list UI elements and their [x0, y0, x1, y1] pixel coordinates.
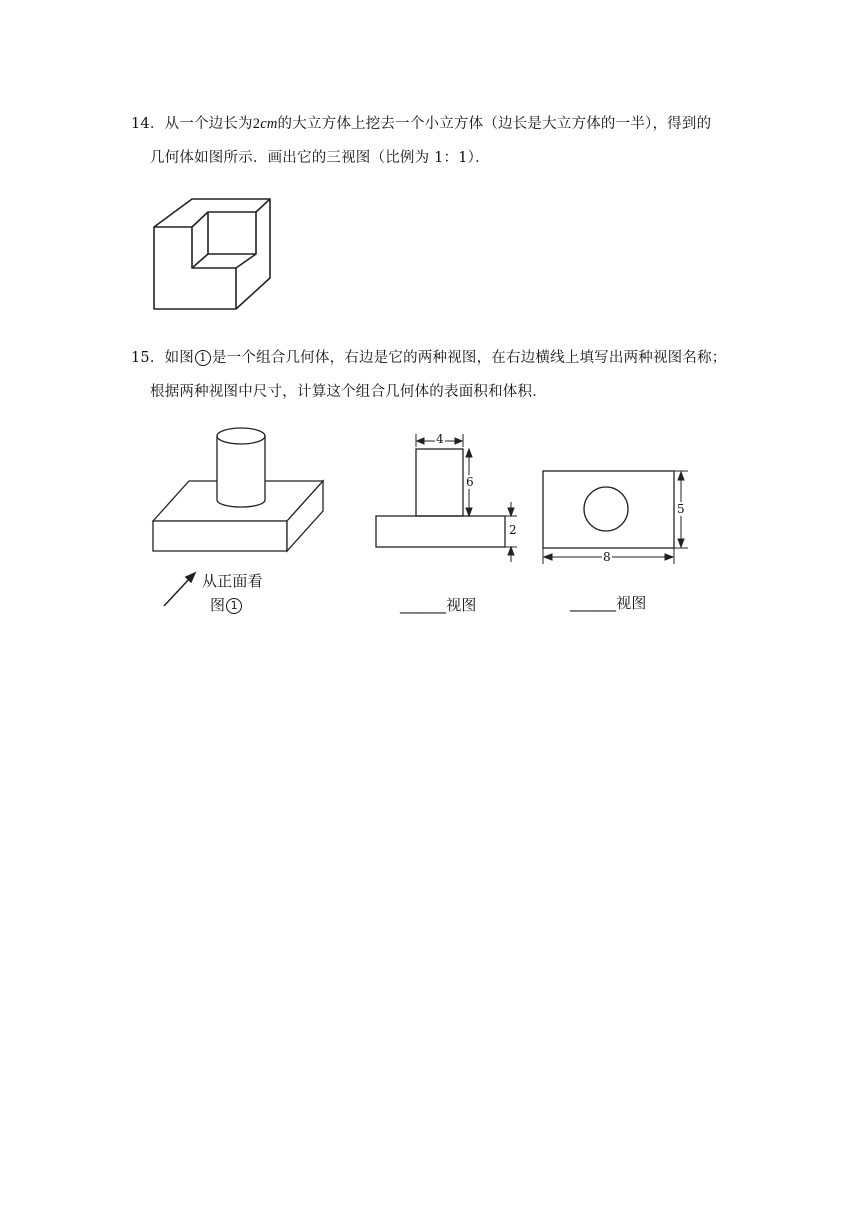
slab-front-face: [153, 521, 287, 551]
q15-number: 15．: [131, 350, 165, 366]
top-view-suffix: 视图: [616, 594, 647, 612]
top-view-circle: [584, 487, 628, 531]
figure1-caption-prefix: 图: [210, 596, 226, 614]
q14-line1: [131, 112, 711, 133]
q14-size-unit: cm: [260, 116, 278, 132]
front-dim-base-height-label: 2: [509, 523, 517, 537]
top-view-rect: [543, 471, 674, 548]
front-dim-top-height-label: 6: [466, 475, 474, 489]
dim8-arrow-left: [544, 554, 552, 560]
dim6-arrow-top: [466, 449, 472, 457]
notch-right-top-edge: [256, 199, 270, 212]
dim8-arrow-right: [665, 554, 673, 560]
q14-size-number: 2: [252, 116, 261, 132]
figure1-caption: [210, 594, 243, 615]
cylinder-body: [217, 436, 265, 507]
q14-number: 14．: [131, 116, 165, 132]
dim5-arrow-top: [678, 472, 684, 480]
dim6-arrow-bottom: [466, 508, 472, 516]
front-view-upper-rect: [416, 449, 463, 516]
figure1-caption-circle: 1: [226, 598, 242, 614]
notch-back-square: [208, 212, 256, 254]
slab-top-face: [153, 481, 323, 521]
dim4-arrow-left: [417, 438, 424, 444]
cube-outline: [154, 199, 270, 309]
front-view-suffix: 视图: [446, 596, 477, 614]
slab-right-face: [287, 481, 323, 551]
top-dim-width-label: 8: [603, 550, 611, 564]
cylinder-top: [217, 428, 265, 444]
dim4-arrow-right: [455, 438, 462, 444]
q15-line1: [131, 346, 726, 367]
dim5-arrow-bottom: [678, 539, 684, 547]
notch-edges: [192, 212, 256, 268]
front-direction-label: 从正面看: [202, 572, 263, 590]
front-view-caption: [400, 594, 477, 615]
front-arrow-shaft: [164, 577, 191, 606]
top-dim-height-label: 5: [677, 502, 685, 516]
q15-text-line2: 根据两种视图中尺寸，计算这个组合几何体的表面积和体积．: [150, 384, 547, 400]
q14-text-b: 的大立方体上挖去一个小立方体（边长是大立方体的一半），得到的: [277, 116, 712, 132]
q14-text-line2: 几何体如图所示．画出它的三视图（比例为 1：1）．: [150, 150, 490, 166]
dim2-arrow-lower: [508, 547, 514, 555]
dim2-arrow-upper: [508, 508, 514, 516]
top-view-caption: [570, 592, 647, 613]
q15-line2: [150, 380, 547, 401]
q14-line2: [150, 146, 490, 167]
q14-text-a: 从一个边长为: [164, 116, 253, 132]
front-arrow-head: [186, 573, 195, 582]
q15-text-b: 是一个组合几何体，右边是它的两种视图，在右边横线上填写出两种视图名称；: [211, 350, 727, 366]
q15-circle-label: 1: [195, 350, 211, 366]
front-view-blank: ______: [400, 596, 447, 614]
top-view-blank: ______: [570, 594, 617, 612]
q15-text-a: 如图: [164, 350, 194, 366]
front-dim-width-label: 4: [436, 432, 444, 446]
front-view-base-rect: [376, 516, 505, 547]
